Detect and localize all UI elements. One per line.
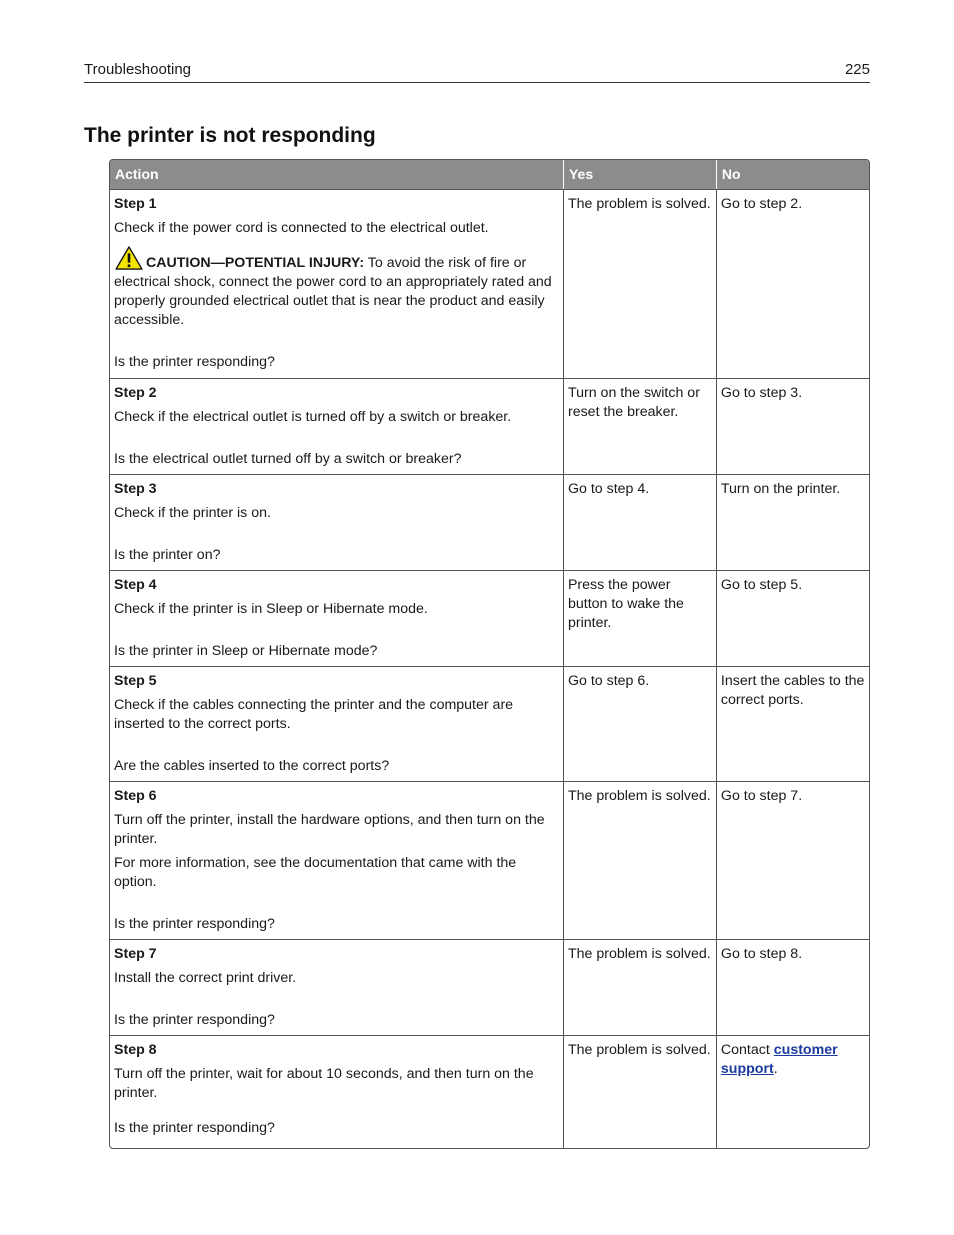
step-question: Is the printer responding?	[114, 354, 275, 370]
table-row	[110, 570, 869, 666]
customer-support-link-word-2[interactable]: support	[720, 1061, 774, 1077]
no-cell: Go to step 3.	[717, 378, 869, 474]
table-row	[110, 666, 869, 781]
step-title: Step 7	[114, 946, 157, 962]
warning-icon	[114, 246, 144, 270]
table-header-row	[110, 160, 869, 189]
action-cell	[110, 189, 564, 378]
table-row	[110, 781, 869, 939]
step-title: Step 2	[114, 385, 157, 401]
step-title: Step 3	[114, 481, 157, 497]
no-cell: Go to step 8.	[717, 939, 869, 1035]
yes-cell: The problem is solved.	[564, 939, 717, 1035]
column-header-yes: Yes	[564, 160, 717, 189]
action-cell	[110, 474, 564, 570]
caution-note	[114, 246, 559, 330]
page-number: 225	[844, 61, 870, 78]
step-question: Is the printer in Sleep or Hibernate mode?	[114, 643, 378, 659]
contact-suffix: .	[773, 1061, 778, 1077]
caution-label: CAUTION—POTENTIAL INJURY:	[146, 255, 365, 271]
contact-text: Contact	[720, 1042, 770, 1058]
table-row	[110, 378, 869, 474]
page-header	[84, 61, 870, 83]
step-action: Check if the electrical outlet is turned off by a switch or breaker.	[114, 409, 512, 425]
table-row	[110, 189, 869, 378]
table-row	[110, 939, 869, 1035]
step-question: Is the printer responding?	[114, 1120, 275, 1136]
yes-cell: Press the power button to wake the printer.	[564, 570, 717, 666]
customer-support-link-word-1[interactable]: customer	[773, 1042, 838, 1058]
troubleshooting-table	[109, 159, 870, 1149]
action-cell	[110, 781, 564, 939]
step-title: Step 5	[114, 673, 157, 689]
step-question: Is the printer on?	[114, 547, 221, 563]
yes-cell: The problem is solved.	[564, 1035, 717, 1148]
step-title: Step 1	[114, 196, 157, 212]
yes-cell: Go to step 6.	[564, 666, 717, 781]
step-action: Check if the cables connecting the printer and the computer are inserted to the correct ports.	[114, 697, 514, 732]
yes-cell: The problem is solved.	[564, 189, 717, 378]
table-row	[110, 1035, 869, 1148]
no-cell: Go to step 2.	[717, 189, 869, 378]
step-action: Install the correct print driver.	[114, 970, 297, 986]
step-question: Is the electrical outlet turned off by a switch or breaker?	[114, 451, 462, 467]
no-cell: Go to step 5.	[717, 570, 869, 666]
caution-text: To avoid the risk of fire or electrical shock, connect the power cord to an appropriately rated and properly grounded electrical outlet that is near the product and easily accessible.	[114, 255, 552, 328]
step-action: Turn off the printer, wait for about 10 seconds, and then turn on the printer.	[114, 1066, 534, 1101]
step-question: Are the cables inserted to the correct ports?	[114, 758, 390, 774]
no-cell	[717, 1035, 869, 1148]
step-action: Turn off the printer, install the hardware options, and then turn on the printer.	[114, 812, 545, 847]
action-cell	[110, 666, 564, 781]
action-cell	[110, 378, 564, 474]
no-cell: Insert the cables to the correct ports.	[717, 666, 869, 781]
table-row	[110, 474, 869, 570]
yes-cell: Go to step 4.	[564, 474, 717, 570]
action-cell	[110, 939, 564, 1035]
yes-cell: The problem is solved.	[564, 781, 717, 939]
step-question: Is the printer responding?	[114, 1012, 275, 1028]
step-title: Step 8	[114, 1042, 157, 1058]
step-action: Check if the printer is on.	[114, 505, 271, 521]
page-title: The printer is not responding	[84, 124, 376, 147]
step-action: Check if the printer is in Sleep or Hibernate mode.	[114, 601, 428, 617]
no-cell: Turn on the printer.	[717, 474, 869, 570]
yes-cell: Turn on the switch or reset the breaker.	[564, 378, 717, 474]
section-title: Troubleshooting	[84, 61, 192, 78]
step-action: Check if the power cord is connected to the electrical outlet.	[114, 220, 489, 236]
action-cell	[110, 570, 564, 666]
step-question: Is the printer responding?	[114, 916, 275, 932]
column-header-action: Action	[110, 160, 564, 189]
action-cell	[110, 1035, 564, 1148]
step-title: Step 6	[114, 788, 157, 804]
step-title: Step 4	[114, 577, 157, 593]
no-cell: Go to step 7.	[717, 781, 869, 939]
column-header-no: No	[717, 160, 869, 189]
step-action-more-info: For more information, see the documentation that came with the option.	[114, 855, 517, 890]
